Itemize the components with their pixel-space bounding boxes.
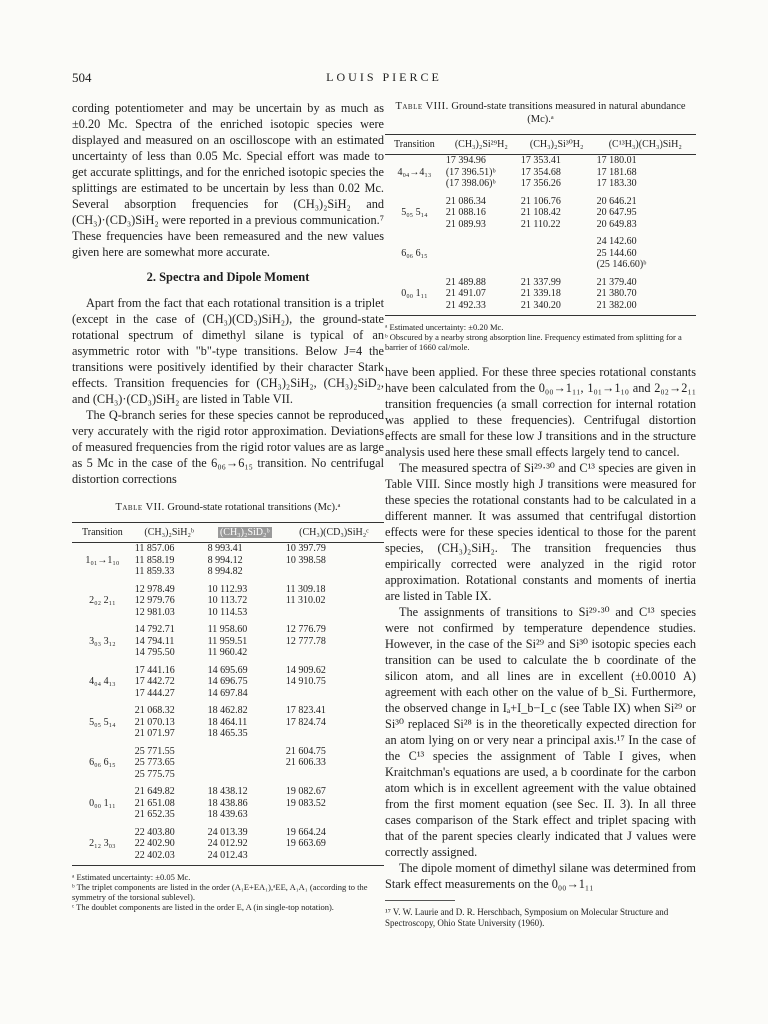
- paragraph: have been applied. For these three species rotational constants have been calculated from the 0₀₀→1₁₁, 1₀₁→1₁₀ and 2₀₂→2₁₁ transition frequencies (a small correction for internal rotation was applied to these frequencies). Centrifugal distortion effects are small for these low J transitions and in the structure analysis used here these small effects largely tend to cancel.: [385, 365, 696, 459]
- value-cell: 24 012.92: [207, 838, 248, 849]
- table-row: [72, 769, 384, 781]
- column-header: (CH₃)₂Si²⁹H₂: [444, 135, 519, 155]
- value-cell: 17 183.30: [596, 178, 637, 189]
- value-cell: [444, 259, 519, 271]
- table-body: [72, 543, 384, 866]
- value-cell: [206, 746, 284, 758]
- value-cell: 21 340.20: [520, 299, 561, 311]
- table-row: [385, 155, 696, 167]
- table-row: [385, 300, 696, 312]
- value-cell: 10 112.93: [207, 583, 248, 595]
- value-cell: 21 086.34: [445, 195, 486, 207]
- table-viii: [385, 134, 696, 316]
- transition-cell: [385, 277, 444, 289]
- value-cell: [519, 236, 595, 248]
- value-cell: 12 777.78: [285, 635, 326, 647]
- value-cell: 11 858.19: [134, 554, 175, 566]
- value-cell: 17 823.41: [285, 705, 326, 716]
- transition-cell: [385, 236, 444, 248]
- table-row: [72, 624, 384, 636]
- value-cell: 22 402.90: [134, 838, 175, 849]
- table-row: [385, 196, 696, 208]
- table-row: [72, 717, 384, 729]
- table-row: [385, 207, 696, 219]
- value-cell: 21 088.16: [445, 207, 486, 218]
- transition-cell: [72, 665, 133, 677]
- value-cell: 20 646.21: [596, 195, 637, 207]
- value-cell: [284, 769, 384, 781]
- table-row: [385, 248, 696, 260]
- column-header: (CH₃)(CD₃)SiH₂ᶜ: [284, 523, 384, 543]
- value-cell: 19 663.69: [285, 838, 326, 849]
- page-number: 504: [72, 70, 92, 85]
- footnote-divider: [385, 900, 455, 901]
- transition-cell: [385, 178, 444, 190]
- value-cell: 17 181.68: [596, 166, 637, 178]
- value-cell: 21 089.93: [445, 218, 486, 230]
- table-row: [72, 607, 384, 619]
- column-header: (CH₃)₂Si³⁰H₂: [519, 135, 595, 155]
- paragraph: The assignments of transitions to Si²⁹·³⁰ and C¹³ species were not confirmed by temperature dependence studies. However, in the case of the Si²⁹ and Si³⁰ isotopic species each transition can be used to calculate the b coordinate of the silicon atom, and all lines are in excellent (±0.0010 A) agreement with each other on the value of b_Si. Furthermore, the observed change in Iₐ+I_b−I_c (see Table IX) when Si²⁹ or Si³⁰ replaced Si²⁸ is in the theoretically expected direction for an atom lying on or very near a principal axis.¹⁷ In the case of the C¹³ species the assignment of Table I gives, when Kraitchman's equations are used, a b coordinate for the carbon atom which is in excellent agreement with the value obtained from the first moment equation (see Sec. II. 3). In all three cases comparison of the Stark effect and triplet spacing with that of the parent species clearly indicated that J values were correctly assigned.: [385, 605, 696, 859]
- value-cell: 17 444.27: [134, 687, 175, 699]
- value-cell: 24 012.43: [207, 849, 248, 861]
- value-cell: 11 310.02: [285, 595, 326, 606]
- value-cell: 10 113.72: [207, 595, 248, 606]
- transition-cell: 5₀₅ 5₁₄: [89, 716, 116, 728]
- table-row: [385, 167, 696, 179]
- value-cell: 17 441.16: [134, 664, 175, 676]
- transition-cell: 0₀₀ 1₁₁: [401, 288, 428, 299]
- transition-cell: [72, 584, 133, 596]
- value-cell: 11 958.60: [207, 624, 248, 635]
- transition-cell: [72, 705, 133, 717]
- transition-cell: 1₀₁→1₁₀: [85, 554, 120, 566]
- value-cell: 18 464.11: [207, 716, 248, 728]
- table-row: [72, 566, 384, 578]
- table-footnote: ᵇ Obscured by a nearby strong absorption line. Frequency estimated from splitting for a barrier of 1660 cal/mole.: [385, 332, 682, 352]
- highlighted-header: (CH₃)₂SiD₂ᵇ: [219, 527, 270, 538]
- running-title: LOUIS PIERCE: [326, 70, 442, 84]
- transition-cell: [385, 196, 444, 208]
- paragraph: cording potentiometer and may be uncertain by as much as ±0.20 Mc. Spectra of the enriched isotopic species were displayed and measured on an oscilloscope with an estimated uncertainty of less than 0.05 Mc. Special effort was made to get accurate splittings, and for the enriched isotopic species the splittings are estimated to be uncertain by less than 0.02 Mc. Several absorption frequencies for (CH₃)₂SiH₂ and (CH₃)·(CD₃)SiH₂ were reported in a previous communication.⁷ These frequencies have been remeasured and the new values given here are somewhat more accurate.: [72, 101, 384, 259]
- value-cell: 22 403.80: [134, 826, 175, 838]
- page-header: [72, 70, 696, 90]
- value-cell: 18 462.82: [207, 705, 248, 716]
- column-header: (C¹³H₃)(CH₃)SiH₂: [595, 135, 696, 155]
- table-label: Table VIII.: [395, 101, 449, 112]
- table-row: [72, 543, 384, 555]
- table-row: [72, 636, 384, 648]
- table-row: [72, 595, 384, 607]
- value-cell: [206, 757, 284, 769]
- transition-cell: [72, 786, 133, 798]
- value-cell: 11 960.42: [207, 647, 248, 658]
- value-cell: 12 981.03: [134, 606, 175, 618]
- table-row: [72, 827, 384, 839]
- right-column: [385, 100, 696, 929]
- value-cell: 18 439.63: [207, 809, 248, 820]
- table-footnote: ᶜ The doublet components are listed in the order E, A (in single-top notation).: [72, 902, 334, 912]
- value-cell: 21 071.97: [134, 728, 175, 739]
- reference-footnote: ¹⁷ V. W. Laurie and D. R. Herschbach, Symposium on Molecular Structure and Spectroscopy, Ohio State University (1960).: [385, 907, 669, 928]
- transition-cell: 3₀₃ 3₁₂: [89, 635, 116, 647]
- value-cell: 18 438.12: [207, 786, 248, 797]
- transition-cell: [72, 543, 133, 555]
- value-cell: 12 776.79: [285, 624, 326, 635]
- transition-cell: 0₀₀ 1₁₁: [89, 797, 116, 809]
- value-cell: 21 380.70: [596, 288, 637, 299]
- value-cell: [444, 248, 519, 260]
- value-cell: 17 180.01: [596, 155, 637, 166]
- value-cell: 21 068.32: [134, 705, 175, 716]
- transition-cell: 6₀₆ 6₁₅: [89, 757, 116, 768]
- value-cell: 21 106.76: [520, 195, 561, 207]
- value-cell: 8 994.82: [207, 566, 243, 577]
- row-spacer: [72, 861, 384, 866]
- table-row: [72, 786, 384, 798]
- value-cell: 21 491.07: [445, 288, 486, 299]
- value-cell: 14 696.75: [207, 676, 248, 687]
- transition-cell: [385, 155, 444, 167]
- table-row: [72, 746, 384, 758]
- value-cell: 17 353.41: [520, 155, 561, 166]
- column-header: Transition: [385, 135, 444, 155]
- table-row: [72, 584, 384, 596]
- value-cell: 18 465.35: [207, 728, 248, 739]
- table-caption: [385, 100, 696, 126]
- column-header: [206, 523, 284, 543]
- value-cell: [284, 647, 384, 659]
- table-caption: [72, 501, 384, 514]
- table-caption-text: Ground-state rotational transitions (Mc).ᵃ: [167, 502, 341, 513]
- table-vii: [72, 522, 384, 866]
- value-cell: 21 606.33: [285, 757, 326, 768]
- value-cell: [519, 259, 595, 271]
- paragraph: The dipole moment of dimethyl silane was determined from Stark effect measurements on the 0₀₀→1₁₁: [385, 861, 696, 891]
- transition-cell: 2₀₂ 2₁₁: [89, 595, 116, 606]
- value-cell: [284, 809, 384, 821]
- value-cell: 8 993.41: [207, 543, 243, 554]
- value-cell: 21 651.08: [134, 797, 175, 809]
- value-cell: (25 146.60)ᵇ: [596, 259, 647, 270]
- value-cell: 17 354.68: [520, 166, 561, 178]
- value-cell: 12 978.49: [134, 583, 175, 595]
- transition-cell: [72, 624, 133, 636]
- value-cell: 11 857.06: [134, 543, 175, 554]
- value-cell: 25 771.55: [134, 745, 175, 757]
- paragraph: The measured spectra of Si²⁹·³⁰ and C¹³ species are given in Table VIII. Since mostly high J transitions were measured for these species the rotational constants had to be calculated in a different manner. It was assumed that centrifugal distortion effects were for these species identical to those for the parent species, (CH₃)₂SiH₂. The transition frequencies thus empirically corrected were analyzed in the rigid rotor approximation. Rotational constants and moments of inertia are listed in Table IX.: [385, 461, 696, 603]
- row-spacer: [385, 311, 696, 316]
- table-row: [385, 219, 696, 231]
- value-cell: 21 492.33: [445, 299, 486, 311]
- value-cell: (17 398.06)ᵇ: [445, 178, 496, 189]
- value-cell: [284, 850, 384, 862]
- value-cell: [444, 236, 519, 248]
- value-cell: [284, 728, 384, 740]
- value-cell: 20 649.83: [596, 218, 637, 230]
- column-header: (CH₃)₂SiH₂ᵇ: [133, 523, 206, 543]
- transition-cell: [385, 300, 444, 312]
- value-cell: 11 859.33: [134, 566, 175, 577]
- transition-cell: [72, 607, 133, 619]
- value-cell: 19 083.52: [285, 797, 326, 809]
- value-cell: 21 379.40: [596, 276, 637, 288]
- value-cell: 21 337.99: [520, 276, 561, 288]
- value-cell: 21 070.13: [134, 716, 175, 728]
- table-row: [385, 236, 696, 248]
- value-cell: [206, 769, 284, 781]
- transition-cell: 4₀₄ 4₁₃: [89, 676, 116, 687]
- paragraph: Apart from the fact that each rotational transition is a triplet (except in the case of (CH₃)(CD₃)SiH₂), the ground-state rotational spectrum of dimethyl silane is typical of an asymmetric rotor with "b"-type transitions. Below J=4 the transitions were positively identified by their character Stark effects. Transition frequencies for (CH₃)₂SiH₂, (CH₃)₂SiD₂, and (CH₃)·(CD₃)SiH₂ are listed in Table VII.: [72, 296, 384, 406]
- transition-cell: [72, 827, 133, 839]
- value-cell: 12 979.76: [134, 595, 175, 606]
- value-cell: 14 792.71: [134, 624, 175, 635]
- section-heading: 2. Spectra and Dipole Moment: [146, 270, 310, 284]
- table-row: [72, 555, 384, 567]
- value-cell: 24 142.60: [596, 236, 637, 247]
- column-header: Transition: [72, 523, 133, 543]
- table-row: [72, 647, 384, 659]
- table-row: [72, 809, 384, 821]
- value-cell: 21 649.82: [134, 786, 175, 797]
- table-footnote: ᵃ Estimated uncertainty: ±0.20 Mc.: [385, 322, 504, 332]
- value-cell: 17 442.72: [134, 676, 175, 687]
- transition-cell: [72, 769, 133, 781]
- value-cell: 8 994.12: [207, 554, 243, 566]
- table-row: [385, 178, 696, 190]
- value-cell: 18 438.86: [207, 797, 248, 809]
- value-cell: 14 794.11: [134, 635, 175, 647]
- value-cell: 10 398.58: [285, 554, 326, 566]
- transition-cell: 4₀₄→4₁₃: [397, 166, 432, 178]
- value-cell: 25 773.65: [134, 757, 175, 768]
- left-column: [72, 100, 384, 912]
- value-cell: 11 959.51: [207, 635, 248, 647]
- table-label: Table VII.: [115, 502, 165, 513]
- transition-cell: [72, 566, 133, 578]
- value-cell: 21 108.42: [520, 207, 561, 218]
- value-cell: (17 396.51)ᵇ: [445, 166, 496, 178]
- table-row: [72, 850, 384, 862]
- transition-cell: 5₀₅ 5₁₄: [401, 207, 428, 218]
- value-cell: 17 824.74: [285, 716, 326, 728]
- value-cell: 21 110.22: [520, 218, 561, 230]
- table-row: [385, 259, 696, 271]
- table-row: [385, 288, 696, 300]
- value-cell: 19 082.67: [285, 786, 326, 797]
- value-cell: [284, 566, 384, 578]
- value-cell: 14 909.62: [285, 664, 326, 676]
- transition-cell: 2₁₂ 3₀₃: [89, 838, 116, 849]
- transition-cell: [72, 850, 133, 862]
- table-row: [72, 838, 384, 850]
- value-cell: 17 394.96: [445, 155, 486, 166]
- transition-cell: [385, 259, 444, 271]
- value-cell: 21 382.00: [596, 299, 637, 311]
- table-row: [72, 705, 384, 717]
- value-cell: 22 402.03: [134, 849, 175, 861]
- transition-cell: [385, 219, 444, 231]
- table-row: [72, 728, 384, 740]
- transition-cell: [72, 688, 133, 700]
- value-cell: 11 309.18: [285, 583, 326, 595]
- table-footnote: ᵃ Estimated uncertainty: ±0.05 Mc.: [72, 872, 191, 882]
- table-row: [72, 688, 384, 700]
- table-row: [72, 665, 384, 677]
- value-cell: 19 664.24: [285, 826, 326, 838]
- value-cell: 21 489.88: [445, 276, 486, 288]
- value-cell: 14 910.75: [285, 676, 326, 687]
- transition-cell: [72, 809, 133, 821]
- value-cell: 21 339.18: [520, 288, 561, 299]
- table-footnote: ᵇ The triplet components are listed in the order (A₁E+EA₁),ᵃEE, A₁A₁ (according to the symmetry of the torsional sublevel).: [72, 882, 368, 902]
- value-cell: 25 775.75: [134, 768, 175, 780]
- value-cell: [519, 248, 595, 260]
- table-row: [72, 798, 384, 810]
- value-cell: 25 144.60: [596, 247, 637, 259]
- value-cell: 20 647.95: [596, 207, 637, 218]
- table-row: [72, 757, 384, 769]
- value-cell: 17 356.26: [520, 178, 561, 189]
- paragraph: The Q-branch series for these species cannot be reproduced very accurately with the rigid rotor approximation. Deviations of measured frequencies from the rigid rotor values are as large as 5 Mc in the case of the 6₀₆→6₁₅ transition. No centrifugal distortion corrections: [72, 408, 384, 486]
- transition-cell: [72, 647, 133, 659]
- table-body: [385, 155, 696, 316]
- value-cell: 10 397.79: [285, 543, 326, 554]
- value-cell: 10 114.53: [207, 606, 248, 618]
- transition-cell: [72, 728, 133, 740]
- table-caption-text: Ground-state transitions measured in natural abundance (Mc).ᵃ: [451, 101, 686, 125]
- value-cell: [284, 607, 384, 619]
- table-row: [385, 277, 696, 289]
- table-row: [72, 676, 384, 688]
- transition-cell: [72, 746, 133, 758]
- transition-cell: 6₀₆ 6₁₅: [401, 247, 428, 259]
- value-cell: 21 604.75: [285, 745, 326, 757]
- value-cell: 24 013.39: [207, 826, 248, 838]
- value-cell: [284, 688, 384, 700]
- value-cell: 14 695.69: [207, 664, 248, 676]
- value-cell: 14 795.50: [134, 647, 175, 658]
- value-cell: 21 652.35: [134, 809, 175, 820]
- value-cell: 14 697.84: [207, 687, 248, 699]
